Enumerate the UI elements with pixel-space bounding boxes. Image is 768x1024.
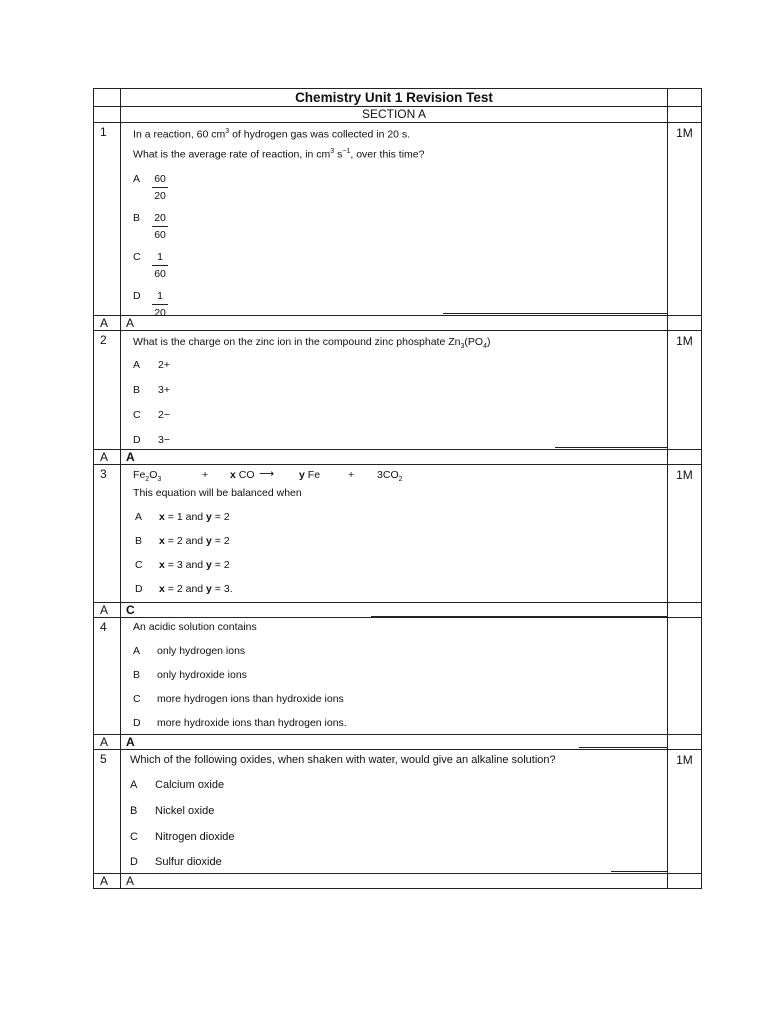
answer-value: C	[121, 603, 668, 618]
option-text: 2−	[158, 409, 171, 421]
question-number: 2	[94, 331, 121, 450]
marks-cell: 1M	[667, 465, 701, 603]
option-letter: D	[133, 434, 141, 446]
question-2-stem: What is the charge on the zinc ion in the compound zinc phosphate $Zn_3(PO_4)$	[133, 336, 491, 351]
option-letter: D	[133, 290, 141, 302]
question-3-stem: This equation will be balanced when	[133, 487, 302, 499]
product-iron: y Fe	[299, 469, 321, 481]
option-letter: D	[133, 717, 141, 729]
plus-sign: +	[202, 469, 209, 481]
option-text: x = 3 and y = 2	[159, 559, 230, 571]
option-letter: C	[133, 251, 141, 263]
blank-cell	[667, 89, 701, 107]
product-carbon-dioxide: $3CO_2$	[377, 469, 403, 484]
answer-key-label: A	[94, 450, 121, 465]
option-letter: D	[135, 583, 143, 595]
option-d-fraction: $\frac{1}{20}$	[152, 290, 168, 319]
option-text: Sulfur dioxide	[155, 856, 222, 868]
option-letter: A	[133, 359, 141, 371]
marks-cell: 1M	[667, 123, 701, 316]
answer-key-label: A	[94, 735, 121, 750]
option-text: Nitrogen dioxide	[155, 831, 235, 843]
blank-cell	[667, 316, 701, 331]
option-text: only hydroxide ions	[157, 669, 247, 681]
option-c-fraction: $\frac{1}{60}$	[152, 251, 168, 280]
section-heading: SECTION A	[121, 107, 668, 123]
option-text: Nickel oxide	[155, 805, 215, 817]
reaction-arrow-icon: ⟶	[259, 468, 275, 480]
option-letter: C	[133, 693, 141, 705]
question-5-body	[121, 750, 668, 874]
blank-cell	[94, 89, 121, 107]
option-text: 3−	[158, 434, 171, 446]
option-letter: B	[133, 384, 141, 396]
option-letter: A	[133, 173, 141, 185]
question-1-stem: In a reaction, 60 $cm^3$ of hydrogen gas was collected in 20 s.	[133, 128, 411, 141]
option-letter: D	[130, 856, 138, 868]
answer-value: A	[121, 874, 668, 889]
option-text: more hydroxide ions than hydrogen ions.	[157, 717, 347, 729]
question-5-stem: Which of the following oxides, when shaken with water, would give an alkaline solution?	[130, 754, 556, 766]
answer-key-label: A	[94, 603, 121, 618]
plus-sign: +	[348, 469, 355, 481]
marks-cell: 1M	[667, 750, 701, 874]
marks-cell: 1M	[667, 331, 701, 450]
option-letter: A	[130, 779, 138, 791]
page-title: Chemistry Unit 1 Revision Test	[121, 89, 668, 107]
blank-cell	[667, 618, 701, 735]
blank-cell	[667, 735, 701, 750]
revision-test-sheet	[93, 88, 702, 889]
option-text: only hydrogen ions	[157, 645, 246, 657]
option-letter: C	[133, 409, 141, 421]
question-number: 5	[94, 750, 121, 874]
option-b-fraction: $\frac{20}{60}$	[152, 212, 168, 241]
option-text: Calcium oxide	[155, 779, 225, 791]
answer-value: A	[121, 316, 668, 331]
question-3-body	[121, 465, 668, 603]
answer-value: A	[121, 450, 668, 465]
question-number: 4	[94, 618, 121, 735]
blank-cell	[94, 107, 121, 123]
question-1-body	[121, 123, 668, 319]
answer-value: A	[121, 735, 668, 750]
option-text: more hydrogen ions than hydroxide ions	[157, 693, 344, 705]
option-text: x = 2 and y = 2	[159, 535, 230, 547]
option-text: x = 2 and y = 3.	[159, 583, 233, 595]
option-text: 2+	[158, 359, 171, 371]
option-letter: B	[133, 669, 141, 681]
option-a-fraction: $\frac{60}{20}$	[152, 173, 168, 202]
option-letter: A	[135, 511, 143, 523]
blank-cell	[667, 603, 701, 618]
option-text: 3+	[158, 384, 171, 396]
blank-cell	[667, 107, 701, 123]
option-text: x = 1 and y = 2	[159, 511, 230, 523]
answer-key-label: A	[94, 316, 121, 331]
option-letter: B	[133, 212, 141, 224]
option-letter: B	[135, 535, 143, 547]
question-number: 1	[94, 123, 121, 316]
answer-key-label: A	[94, 874, 121, 889]
reactant-carbon-monoxide: x CO	[230, 469, 255, 481]
option-letter: C	[130, 831, 138, 843]
question-number: 3	[94, 465, 121, 603]
question-table	[93, 88, 702, 889]
option-letter: B	[130, 805, 138, 817]
question-2-body	[121, 331, 668, 450]
blank-cell	[667, 874, 701, 889]
question-1-prompt: What is the average rate of reaction, in $cm^3$ $s^{-1}$, over this time?	[133, 148, 425, 161]
option-letter: A	[133, 645, 141, 657]
question-4-body	[121, 618, 668, 735]
reactant-iron-oxide: $Fe_2O_3$	[133, 469, 162, 484]
blank-cell	[667, 450, 701, 465]
question-4-stem: An acidic solution contains	[133, 621, 257, 633]
option-letter: C	[135, 559, 143, 571]
